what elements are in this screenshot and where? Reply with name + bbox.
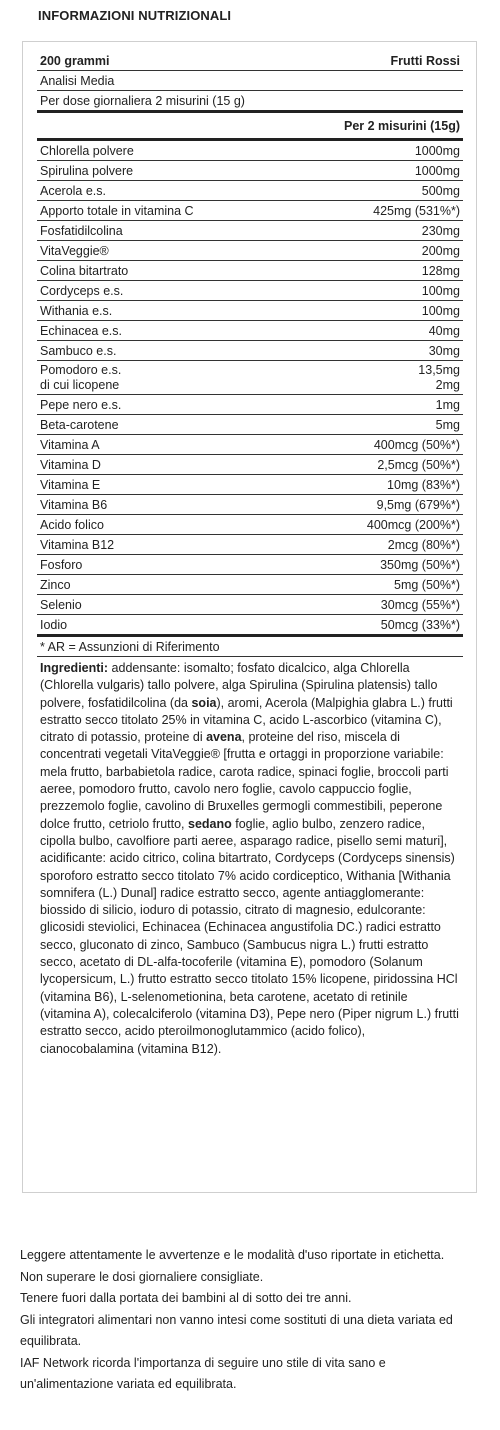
nutrient-value: 2mcg (80%*) [387,538,460,552]
ingredients-label: Ingredienti: [40,661,109,675]
nutrient-row [37,435,463,455]
nutrient-value: 230mg [421,224,460,238]
nutrient-row [37,455,463,475]
column-header-row [37,113,463,141]
nutrient-row [37,281,463,301]
nutrient-row [37,495,463,515]
nutrient-value: 30mg [428,344,460,358]
nutrient-name: Fosfatidilcolina [40,224,123,238]
nutrient-row [37,341,463,361]
nutrient-name: Fosforo [40,558,83,572]
nutrient-name: Vitamina B6 [40,498,108,512]
nutrient-row [37,221,463,241]
nutrient-value: 100mg [421,304,460,318]
nutrient-name: Vitamina B12 [40,538,115,552]
nutrient-name: Pepe nero e.s. [40,398,122,412]
nutrient-row [37,415,463,435]
warning-line: Tenere fuori dalla portata dei bambini al di sotto dei tre anni. [20,1291,352,1305]
size-row [37,51,463,71]
nutrient-name: Zinco [40,578,71,592]
flavor: Frutti Rossi [390,54,460,68]
nutrient-name: Colina bitartrato [40,264,129,278]
nutrient-row [37,201,463,221]
daily-dose-row [37,91,463,113]
nutrient-row [37,555,463,575]
nutrient-row [37,361,463,395]
nutrient-name: Selenio [40,598,82,612]
nutrient-row [37,141,463,161]
warning-line: IAF Network ricorda l'importanza di seguire uno stile di vita sano e un'alimentazione variata ed equilibrata. [20,1355,386,1391]
nutrient-name: Iodio [40,618,68,632]
nutrient-row [37,475,463,495]
nutrient-name: Beta-carotene [40,418,119,432]
nutrient-row [37,261,463,281]
nutrient-value: 400mcg (200%*) [366,518,460,532]
nutrient-value: 5mg (50%*) [394,578,460,592]
nutrient-name: Withania e.s. [40,304,113,318]
nutrient-row [37,395,463,415]
nutrient-value: 350mg (50%*) [380,558,460,572]
nutrient-row [37,595,463,615]
warning-line: Gli integratori alimentari non vanno intesi come sostituti di una dieta variata ed equilibrata. [20,1312,453,1348]
nutrient-name: Vitamina D [40,458,101,472]
nutrient-name: Echinacea e.s. [40,324,122,338]
nutrient-name: VitaVeggie® [40,244,109,258]
nutrient-value: 40mg [428,324,460,338]
nutrient-value: 128mg [421,264,460,278]
nutrient-name: Vitamina A [40,438,100,452]
nutrient-value: 400mcg (50%*) [373,438,460,452]
nutrient-value: 10mg (83%*) [387,478,460,492]
nutrition-label [37,51,463,1058]
ingredients-text: Ingredienti: addensante: isomalto; fosfato dicalcico, alga Chlorella (Chlorella vulgaris) tallo polvere, alga Spirulina (Spirulina platensis) tallo polvere, fosfatidilcolina (da soia), aromi, Acerola (Malpighia glabra L.) frutti estratto secco titolato 25% in vitamina C, acido L-ascorbico (vitamina C), citrato di potassio, proteine di avena, proteine del riso, miscela di concentrati vegetali VitaVeggie® [frutta e ortaggi in proporzione variabile: mela frutto, barbabietola radice, carota radice, spinaci foglie, broccoli parti aeree, pomodoro frutto, cavolo nero foglie, cavolo cappuccio foglie, prezzemolo foglie, cavolino di Bruxelles germogli commestibili, peperone dolce frutto, cetriolo frutto, sedano foglie, aglio bulbo, zenzero radice, cipolla bulbo, cavolfiore parti aeree, asparago radice, pisello semi maturi], acidificante: acido citrico, colina bitartrato, Cordyceps (Cordyceps sinensis) sporoforo estratto secco titolato 7% acido cordiceptico, Withania [Withania somnifera (L.) Dunal] radice estratto secco, agente antiagglomerante: biossido di silicio, ioduro di potassio, citrato di magnesio, edulcorante: glicosidi steviolici, Echinacea (Echinacea angustifolia DC.) radici estratto secco, gluconato di zinco, Sambuco (Sambucus nigra L.) frutti estratto secco, acetato di DL-alfa-tocoferile (vitamina E), pomodoro (Solanum lycopersicum, L.) frutto estratto secco titolato 15% licopene, piridossina HCl (vitamina B6), L-selenometionina, beta carotene, acetato di retinile (vitamina A), colecalciferolo (vitamina D3), Pepe nero (Piper nigrum L.) frutti estratto secco, acido pteroilmonoglutammico (acido folico), cianocobalamina (vitamina B12). [40,661,459,1056]
warnings-block [20,1245,480,1396]
nutrient-value: 500mg [421,184,460,198]
nutrition-label-panel [22,41,477,1193]
warning-line: Leggere attentamente le avvertenze e le modalità d'uso riportate in etichetta. [20,1248,445,1262]
nutrient-name: Apporto totale in vitamina C [40,204,194,218]
nutrient-value: 200mg [421,244,460,258]
nutrient-name: Vitamina E [40,478,101,492]
nutrient-name: Pomodoro e.s. di cui licopene [40,363,122,392]
nutrient-name: Cordyceps e.s. [40,284,124,298]
allergen-highlight: sedano [188,816,232,831]
nutrient-row [37,161,463,181]
allergen-highlight: soia [191,695,217,710]
nutrient-table [37,141,463,637]
footnote-row [37,637,463,657]
nutrient-name: Chlorella polvere [40,144,134,158]
nutrient-value: 50mcg (33%*) [380,618,460,632]
footnote: * AR = Assunzioni di Riferimento [40,640,220,654]
nutrient-row [37,535,463,555]
warning-line: Non superare le dosi giornaliere consigliate. [20,1269,264,1284]
nutrient-name: Acido folico [40,518,104,532]
analysis-label: Analisi Media [40,74,115,88]
nutrient-value: 425mg (531%*) [373,204,460,218]
package-size: 200 grammi [40,54,110,68]
nutrient-name: Spirulina polvere [40,164,134,178]
nutrient-value: 9,5mg (679%*) [376,498,460,512]
nutrient-row [37,241,463,261]
nutrient-row [37,321,463,341]
analysis-row [37,71,463,91]
column-header: Per 2 misurini (15g) [343,119,460,133]
nutrient-value: 1000mg [414,164,460,178]
nutrient-row [37,301,463,321]
daily-dose-label: Per dose giornaliera 2 misurini (15 g) [40,94,245,108]
nutrient-value: 100mg [421,284,460,298]
nutrient-value: 13,5mg 2mg [418,363,460,392]
nutrient-row [37,575,463,595]
nutrient-value: 1mg [435,398,460,412]
nutrient-value: 1000mg [414,144,460,158]
nutrient-value: 30mcg (55%*) [380,598,460,612]
nutrient-row [37,615,463,637]
nutrient-value: 5mg [435,418,460,432]
allergen-highlight: avena [206,730,242,745]
nutrient-value: 2,5mcg (50%*) [377,458,460,472]
section-title: INFORMAZIONI NUTRIZIONALI [38,8,232,23]
nutrient-name: Sambuco e.s. [40,344,117,358]
nutrient-row [37,515,463,535]
nutrient-name: Acerola e.s. [40,184,107,198]
nutrient-row [37,181,463,201]
